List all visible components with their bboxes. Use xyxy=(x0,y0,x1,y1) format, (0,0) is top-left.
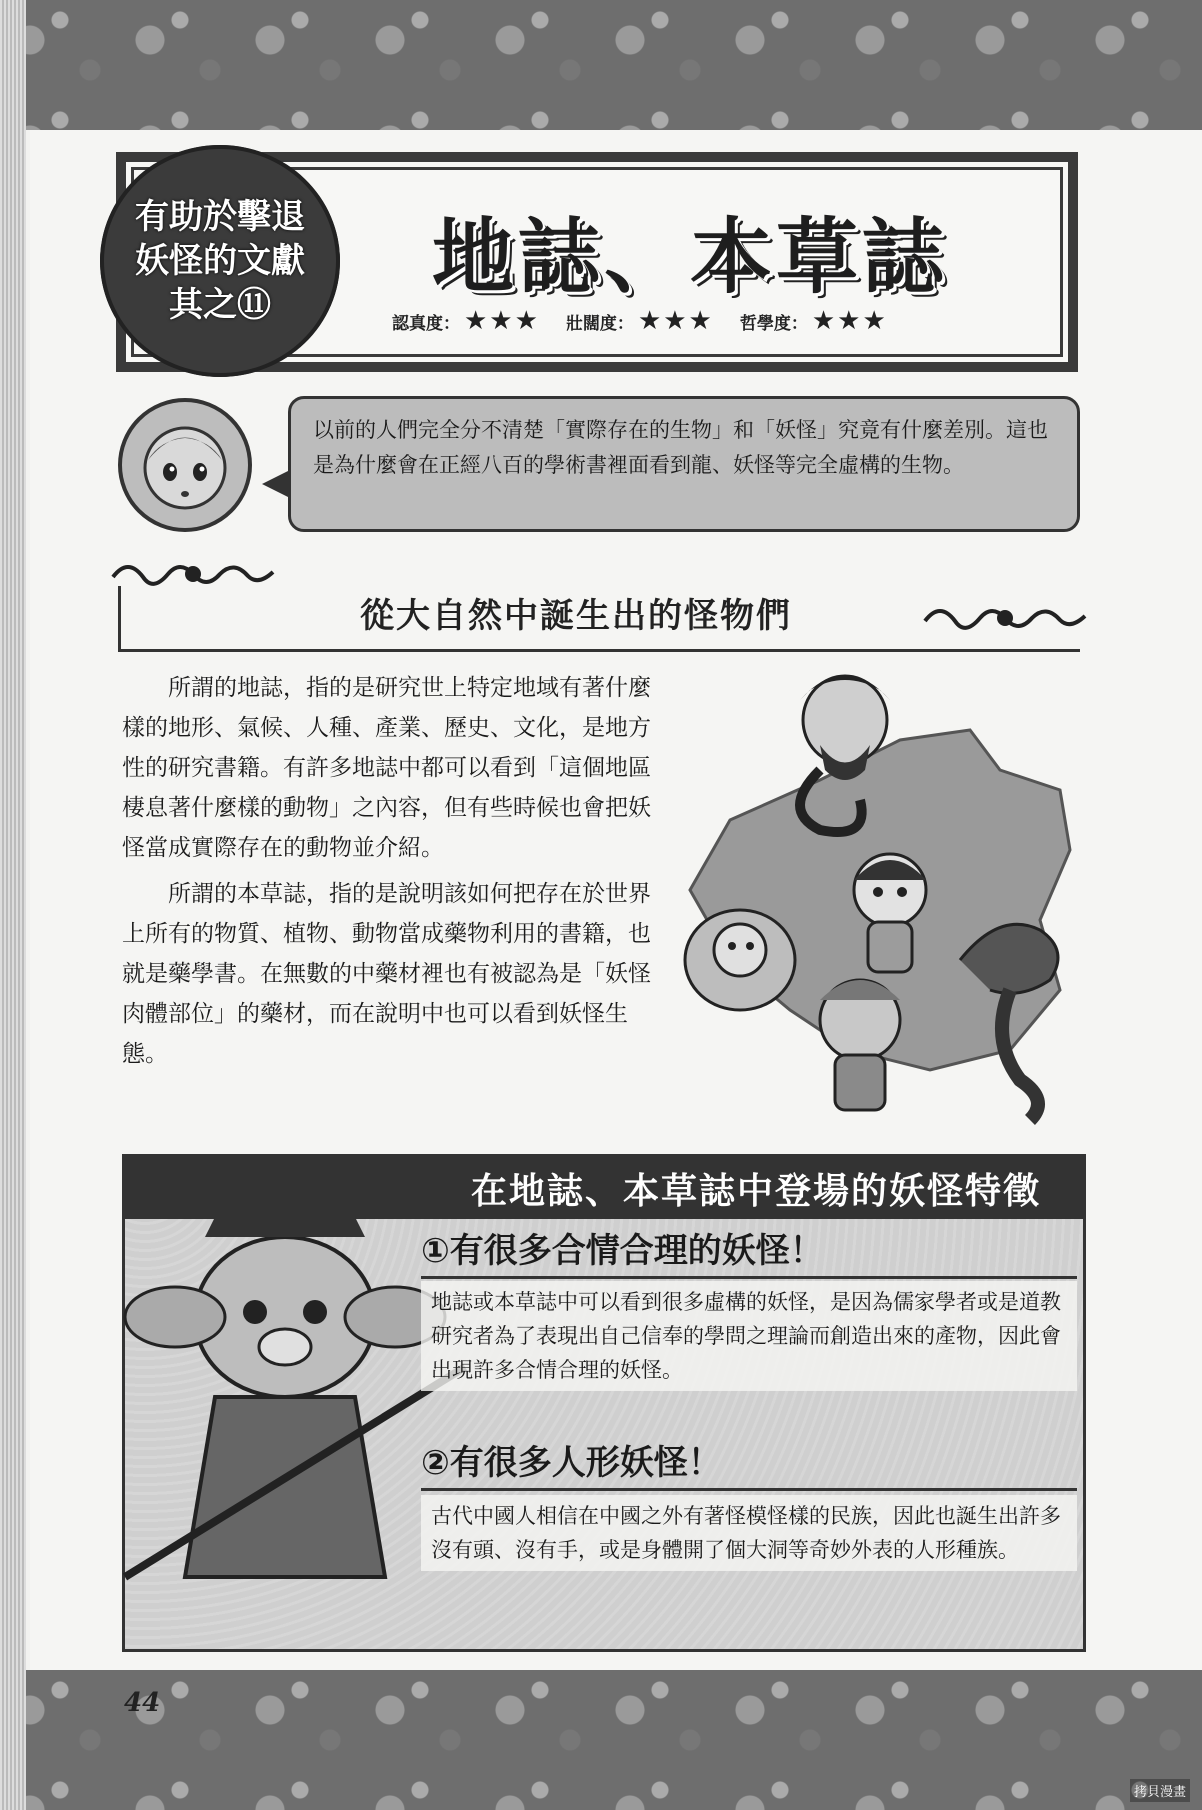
feature-item-text: 古代中國人相信在中國之外有著怪模怪樣的民族，因此也誕生出許多沒有頭、沒有手，或是身體開了個大洞等奇妙外表的人形種族。 xyxy=(421,1495,1077,1571)
girl-face-icon xyxy=(130,410,240,520)
watermark: 拷貝漫畫 xyxy=(1130,1779,1190,1802)
feature-box xyxy=(122,1154,1086,1652)
star-icons: ★★★ xyxy=(464,306,540,336)
rating-label: 哲學度： xyxy=(739,313,808,334)
narrator-avatar xyxy=(118,398,252,532)
badge-line-2: 妖怪的文獻 xyxy=(135,241,305,281)
china-map-monsters-illustration xyxy=(670,660,1090,1140)
page-number: 44 xyxy=(124,1688,161,1718)
rating-label: 壯闊度： xyxy=(565,313,634,334)
rating-label: 認真度： xyxy=(392,313,460,334)
series-badge xyxy=(100,145,340,377)
rating-grandeur xyxy=(566,306,714,336)
ratings-row xyxy=(392,306,992,336)
flourish-left-icon xyxy=(108,552,278,598)
star-icons: ★★★ xyxy=(811,306,888,336)
feature-item-text: 地誌或本草誌中可以看到很多虛構的妖怪，是因為儒家學者或是道教研究者為了表現出自己信奉的學問之理論而創造出來的產物，因此會出現許多合情合理的妖怪。 xyxy=(421,1281,1077,1391)
lion-man-figure xyxy=(820,980,900,1110)
bottom-ornamental-border xyxy=(0,1670,1202,1810)
paragraph: 所謂的本草誌，指的是說明該如何把存在於世界上所有的物質、植物、動物當成藥物利用的書籍，也就是藥學書。在無數的中藥材裡也有被認為是「妖怪肉體部位」的藥材，而在說明中也可以看到妖怪生態。 xyxy=(122,881,651,1067)
top-ornamental-border xyxy=(0,0,1202,130)
rating-seriousness xyxy=(392,306,540,336)
tiger-figure xyxy=(685,910,795,1010)
speech-bubble-tail xyxy=(262,470,290,498)
badge-line-1: 有助於擊退 xyxy=(135,197,305,237)
paragraph: 所謂的地誌，指的是研究世上特定地域有著什麼樣的地形、氣候、人種、產業、歷史、文化，是地方性的研究書籍。有許多地誌中都可以看到「這個地區棲息著什麼樣的動物」之內容，但有些時候也會把妖怪當成實際存在的動物並介紹。 xyxy=(122,675,651,861)
section-heading: 從大自然中誕生出的怪物們 xyxy=(360,596,792,636)
page-edge xyxy=(0,0,26,1810)
page-title: 地誌、本草誌 xyxy=(431,210,948,305)
speech-bubble: 以前的人們完全分不清楚「實際存在的生物」和「妖怪」究竟有什麼差別。這也是為什麼會在正經八百的學術書裡面看到龍、妖怪等完全虛構的生物。 xyxy=(288,396,1080,532)
body-text xyxy=(122,668,652,1080)
star-icons: ★★★ xyxy=(637,306,714,336)
feature-header: 在地誌、本草誌中登場的妖怪特徵 xyxy=(125,1157,1083,1219)
flourish-right-icon xyxy=(920,596,1090,642)
feature-item-title: ①有很多合情合理的妖怪！ xyxy=(421,1223,1077,1279)
badge-line-3: 其之⑪ xyxy=(169,285,271,325)
rating-philosophy xyxy=(740,306,888,336)
feature-item-title: ②有很多人形妖怪！ xyxy=(421,1435,1077,1491)
